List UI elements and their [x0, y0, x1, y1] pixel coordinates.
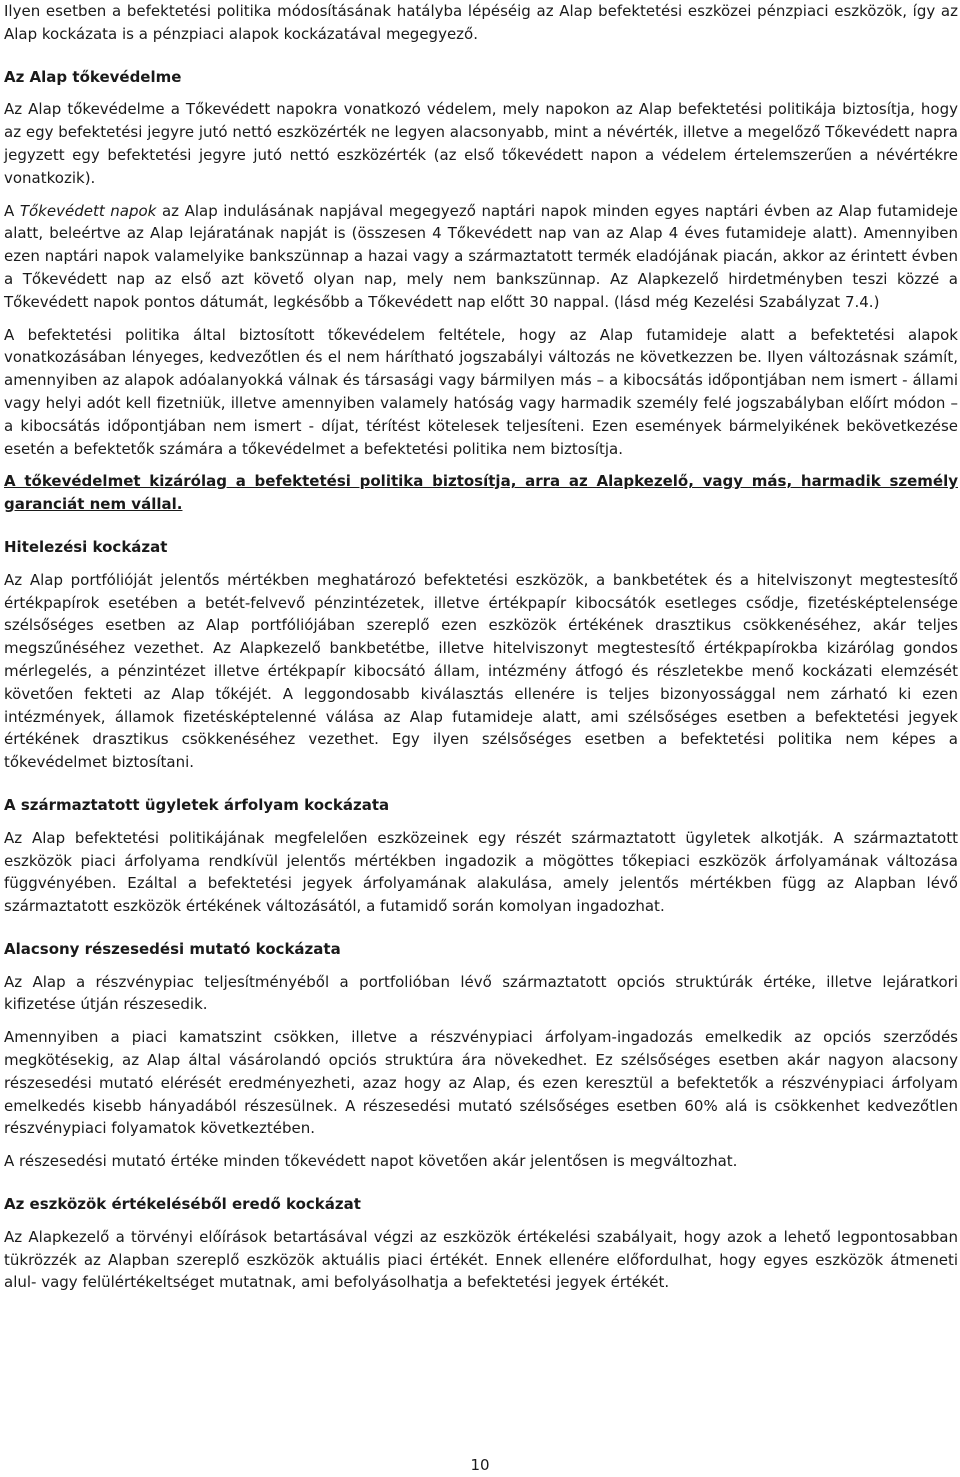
participation-risk-paragraph-3: A részesedési mutató értéke minden tőkevédett napot követően akár jelentősen is megváltozhat. [4, 1152, 738, 1171]
intro-paragraph: Ilyen esetben a befektetési politika módosításának hatályba lépéséig az Alap befektetési eszközei pénzpiaci eszközök, így az Alap kockázata is a pénzpiaci alapok kockázatával megegyező. [4, 2, 958, 43]
paragraph-rest: az Alap indulásának napjával megegyező naptári napok minden egyes naptári évben az Alap futamideje alatt, beleértve az Alap lejáratának napját is (összesen 4 Tőkevédett nap van az Alap 4 éves futamideje alatt). Amennyiben ezen naptári napok valamelyike bankszünnap a hazai vagy a származtatott termék eladójának piacán, akkor az érintett évben a Tőkevédett nap az első azt követő olyan nap, mely nem bankszünnap. Az Alapkezelő hirdetményben teszi közzé a Tőkevédett napok pontos dátumát, legkésőbb a Tőkevédett nap előtt 30 nappal. (lásd még Kezelési Szabályzat 7.4.) [4, 201, 958, 311]
capital-protection-paragraph-3: A befektetési politika által biztosított tőkevédelem feltétele, hogy az Alap futamideje alatt a befektetési alapok vonatkozásában lényeges, kedvezőtlen és el nem hárítható jogszabályi változás ne következzen be. Ilyen változásnak számít, amennyiben az alapok adóalanyokká válnak és társasági vagy bármilyen más – a kibocsátás időpontjában nem ismert - állami vagy helyi adót kell fizetniük, illetve amennyiben valamely hatóság vagy harmadik személy felé jogszabályban előírt módon – a kibocsátás időpontjában nem ismert - díjat, térítést kötelesek teljesíteni. Ezen események bármelyikének bekövetkezése esetén a befektetők számára a tőkevédelmet a befektetési politika nem biztosítja. [4, 325, 958, 458]
capital-protection-paragraph-1: Az Alap tőkevédelme a Tőkevédett napokra vonatkozó védelem, mely napokon az Alap befektetési politikája biztosítja, hogy az egy befektetési jegyre jutó nettó eszközérték ne legyen alacsonyabb, mint a névérték, illetve a megelőző Tőkevédett napra jegyzett egy befektetési jegyre jutó nettó eszközérték (az első tőkevédett napon a védelem értelemszerűen a névértékre vonatkozik). [4, 100, 958, 187]
section-heading-valuation-risk: Az eszközök értékeléséből eredő kockázat [4, 1195, 361, 1214]
section-heading-credit-risk: Hitelezési kockázat [4, 537, 168, 556]
valuation-risk-paragraph: Az Alapkezelő a törvényi előírások betartásával végzi az eszközök értékelési szabályait, hogy azok a lehető legpontosabban tükrözzék az Alapban szereplő eszközök aktuális piaci értékét. Ennek ellenére előfordulhat, hogy egyes eszközök átmeneti alul- vagy felülértékeltséget mutatnak, ami befolyásolhatja a befektetési jegyek értékét. [4, 1227, 958, 1292]
participation-risk-paragraph-2: Amennyiben a piaci kamatszint csökken, illetve a részvénypiaci árfolyam-ingadozás emelkedik az opciós szerződés megkötésekig, az Alap által vásárolandó opciós struktúra ára növekedhet. Ez szélsőséges esetben akár nagyon alacsony részesedési mutató elérését eredményezheti, azaz hogy az Alap, és ezen keresztül a befektetők a részvénypiaci árfolyam emelkedés kisebb hányadából részesülnek. A részesedési mutató szélsőséges esetben 60% alá is csökkenhet kedvezőtlen részvénypiaci folyamatok következtében. [4, 1028, 958, 1138]
defined-term-protected-days: Tőkevédett napok [19, 201, 157, 220]
section-heading-participation-risk: Alacsony részesedési mutató kockázata [4, 939, 341, 958]
capital-protection-paragraph-2 [4, 200, 958, 314]
section-heading-derivative-risk: A származtatott ügyletek árfolyam kockázata [4, 795, 390, 814]
section-heading-capital-protection: Az Alap tőkevédelme [4, 67, 182, 86]
derivative-risk-paragraph: Az Alap befektetési politikájának megfelelően eszközeinek egy részét származtatott ügyletek alkotják. A származtatott eszközök piaci árfolyama rendkívül jelentős mértékben ingadozik a mögöttes tőkepiaci eszközök árfolyamának változása függvényében. Ezáltal a befektetési jegyek árfolyamának alakulása, amely jelentős mértékben függ az Alapban lévő származtatott eszközök értékének változásától, a futamidő során komolyan ingadozhat. [4, 828, 958, 916]
credit-risk-paragraph: Az Alap portfólióját jelentős mértékben meghatározó befektetési eszközök, a bankbetétek és a hitelviszonyt megtestesítő értékpapírok esetében a betét-felvevő pénzintézetek, illetve értékpapír kibocsátók esetleges csődje, fizetésképtelensége szélsőséges esetben az Alap portfóliójában szereplő ezen eszközök értékének drasztikus csökkenéséhez, akár teljes megszűnéséhez vezethet. Az Alapkezelő bankbetétbe, illetve hitelviszonyt megtestesítő értékpapírokba kizárólag gondos mérlegelés, a pénzintézet illetve értékpapír kibocsátó állam, intézmény átfogó és részletekbe menő kockázati elemzését követően fekteti az Alap tőkéjét. A leggondosabb kiválasztás ellenére is teljes bizonyossággal nem zárható ki ezen intézmények, államok fizetésképtelenné válása az Alap futamideje alatt, ami szélsőséges esetben a befektetési jegyek értékének drasztikus csökkenéséhez vezethet. Egy ilyen szélsőséges esetben a befektetési politika nem képes a tőkevédelmet biztosítani. [4, 570, 958, 772]
capital-protection-disclaimer: A tőkevédelmet kizárólag a befektetési politika biztosítja, arra az Alapkezelő, vagy más, harmadik személy garanciát nem vállal. [4, 472, 958, 514]
paragraph-prefix: A [4, 201, 20, 220]
page-number: 10 [470, 1456, 490, 1474]
participation-risk-paragraph-1: Az Alap a részvénypiac teljesítményéből a portfolióban lévő származtatott opciós struktúrák értéke, illetve lejáratkori kifizetése útján részesedik. [4, 972, 958, 1014]
